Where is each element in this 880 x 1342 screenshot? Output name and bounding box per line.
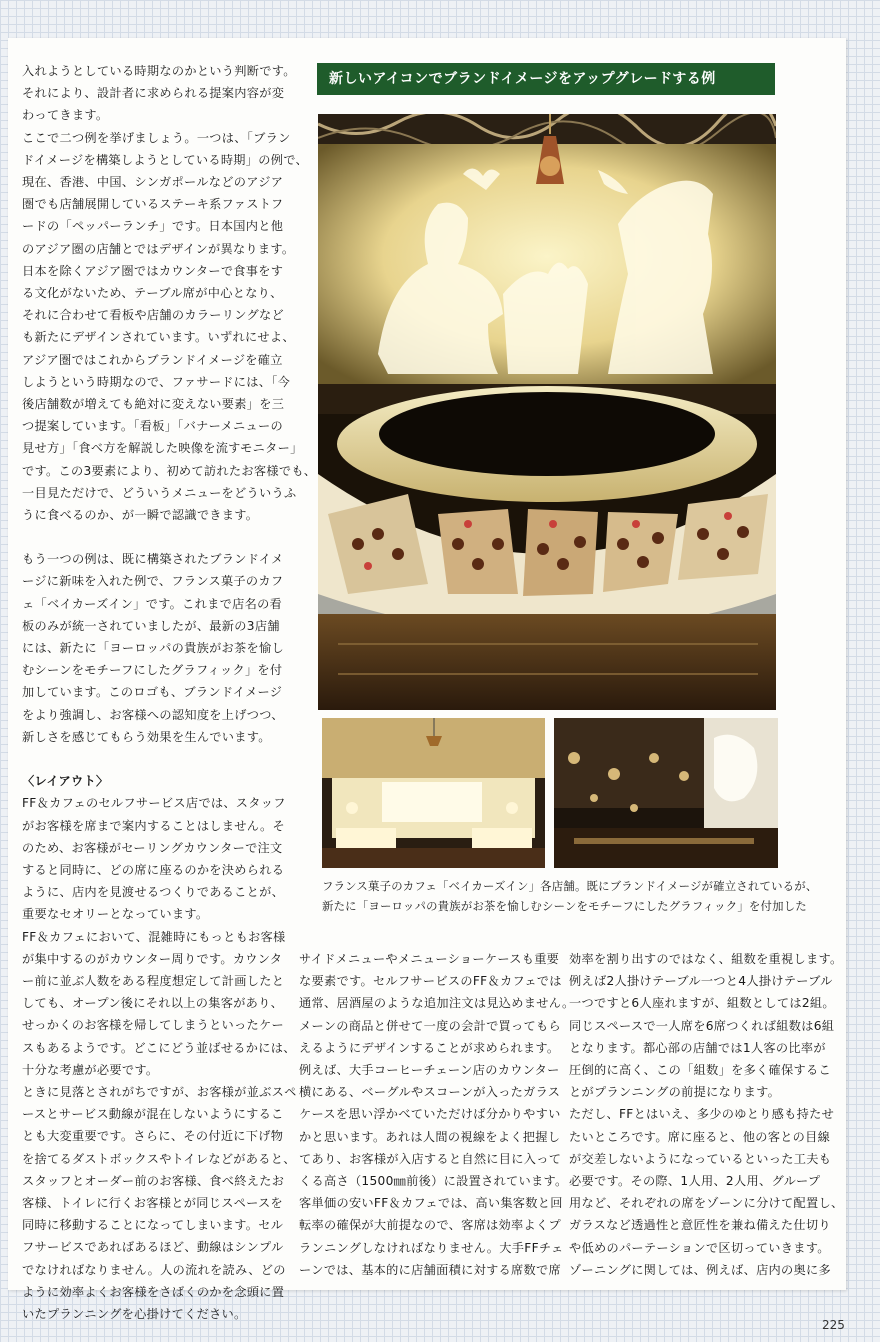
text-line: ように効率よくお客様をさばくのかを念頭に置: [22, 1284, 285, 1299]
text-line: 加しています。このロゴも、ブランドイメージ: [22, 685, 283, 700]
text-line: それに合わせて看板や店舗のカラーリングなど: [22, 308, 284, 323]
text-line: 通常、居酒屋のような追加注文は見込めません。: [299, 996, 575, 1011]
text-line: 後店舗数が増えても絶対に変えない要素」を三: [22, 397, 285, 412]
text-line: 客単価の安いFF＆カフェでは、高い集客数と回: [299, 1196, 563, 1211]
left-para-3: [22, 792, 297, 1325]
right-column: [569, 948, 844, 1281]
text-line: には、新たに「ヨーロッパの貴族がお茶を愉し: [22, 641, 284, 656]
text-line: のアジア圏の店舗とではデザインが異なります。: [22, 241, 295, 256]
text-line: かと思います。あれは人間の視線をよく把握し: [299, 1129, 561, 1144]
text-line: スタッフとオーダー前のお客様、食べ終えたお: [22, 1173, 285, 1188]
text-line: や低めのパーテーションで区切っていきます。: [569, 1240, 830, 1255]
text-line: も新たにデザインされています。いずれにせよ、: [22, 330, 295, 345]
text-line: 横にある、ベーグルやスコーンが入ったガラス: [299, 1085, 561, 1100]
text-line: る文化がないため、テーブル席が中心となり、: [22, 286, 283, 301]
text-line: いたプランニングを心掛けてください。: [22, 1306, 247, 1321]
feature-heading: 新しいアイコンでブランドイメージをアップグレードする例: [317, 63, 775, 95]
text-line: むシーンをモチーフにしたグラフィック」を付: [22, 663, 283, 678]
text-line: もう一つの例は、既に構築されたブランドイメ: [22, 552, 284, 567]
text-line: せっかくのお客様を帰してしまうといったケー: [22, 1018, 284, 1033]
text-line: うに食べるのか、が一瞬で認識できます。: [22, 508, 259, 523]
left-para-1: [22, 60, 317, 526]
text-line: 日本を除くアジア圏ではカウンターで食事をす: [22, 263, 284, 278]
text-line: サイドメニューやメニューショーケースも重要: [299, 952, 560, 966]
text-line: 用など、それぞれの席をゾーンに分けて配置し、: [569, 1196, 844, 1211]
text-line: 同じスペースで一人席を6席つくれば組数は6組: [569, 1018, 835, 1033]
text-line: ドイメージを構築しようとしている時期」の例で、: [22, 152, 308, 167]
text-line: 例えば、大手コーヒーチェーン店のカウンター: [299, 1063, 560, 1078]
text-line: つ提案しています。「看板」「バナーメニューの: [22, 419, 283, 434]
text-line: ースとサービス動線が混在しないようにするこ: [22, 1107, 284, 1122]
photo-cafe-interior-seating: [322, 718, 545, 868]
text-line: ードの「ペッパーランチ」です。日本国内と他: [22, 219, 284, 234]
caption-line: 新たに「ヨーロッパの貴族がお茶を愉しむシーンをモチーフにしたグラフィック」を付加した: [322, 899, 807, 913]
text-line: とがプランニングの前提になります。: [569, 1085, 781, 1100]
caption-line: フランス菓子のカフェ「ベイカーズイン」各店舗。既にブランドイメージが確立されているが、: [322, 879, 818, 893]
text-line: FF＆カフェにおいて、混雑時にもっともお客様: [22, 929, 286, 944]
text-line: ェ「ベイカーズイン」です。これまで店名の看: [22, 596, 283, 611]
text-line: それにより、設計者に求められる提案内容が変: [22, 86, 285, 101]
middle-column: [299, 948, 575, 1281]
text-line: しても、オープン後にそれ以上の集客があり、: [22, 996, 284, 1011]
text-line: ゾーニングに関しては、例えば、店内の奥に多: [569, 1262, 831, 1277]
photo-caption: [322, 876, 817, 916]
text-line: 必要です。その際、1人用、2人用、グループ: [569, 1174, 821, 1189]
text-line: えるようにデザインすることが求められます。: [299, 1040, 560, 1055]
text-line: ケースを思い浮かべていただけば分かりやすい: [299, 1107, 561, 1122]
text-line: がお客様を席まで案内することはしません。そ: [22, 818, 285, 833]
text-line: 板のみが統一されていましたが、最新の3店舗: [22, 618, 280, 633]
page-number: 225: [822, 1318, 845, 1332]
text-line: 圧倒的に高く、この「組数」を多く確保するこ: [569, 1063, 831, 1078]
text-line: 客様、トイレに行くお客様とが同じスペースを: [22, 1195, 284, 1210]
text-line: のため、お客様がセーリングカウンターで注文: [22, 840, 283, 855]
text-line: 圏でも店舗展開しているステーキ系ファストフ: [22, 197, 284, 212]
text-line: たいところです。席に座ると、他の客との目線: [569, 1129, 831, 1144]
text-line: ときに見落とされがちですが、お客様が並ぶスペ: [22, 1084, 297, 1099]
main-photo-cafe-showcase: [318, 114, 776, 710]
text-line: FF＆カフェのセルフサービス店では、スタッフ: [22, 796, 286, 811]
text-line: をより強調し、お客様への認知度を上げつつ、: [22, 707, 284, 722]
text-line: 転率の確保が大前提なので、客席は効率よくプ: [299, 1218, 561, 1233]
text-line: メーンの商品と併せて一度の会計で買ってもら: [299, 1018, 561, 1033]
left-para-2: [22, 548, 284, 748]
text-line: です。この3要素により、初めて訪れたお客様でも、: [22, 463, 317, 478]
text-line: ー前に並ぶ人数をある程度想定して計画したと: [22, 973, 285, 988]
text-line: でなければなりません。人の流れを読み、どの: [22, 1262, 286, 1277]
text-line: 現在、香港、中国、シンガポールなどのアジア: [22, 175, 284, 190]
text-line: 新しさを感じてもらう効果を生んでいます。: [22, 729, 271, 744]
text-line: すると同時に、どの席に座るのかを決められる: [22, 862, 285, 877]
text-line: ーンでは、基本的に店舗面積に対する席数で席: [299, 1262, 561, 1277]
left-column: [22, 60, 317, 1325]
text-line: ここで二つ例を挙げましょう。一つは、「ブラン: [22, 130, 291, 145]
text-line: 重要なセオリーとなっています。: [22, 907, 209, 922]
text-line: ガラスなど透過性と意匠性を兼ね備えた仕切り: [569, 1218, 831, 1233]
text-line: ランニングしなければなりません。大手FFチェ: [299, 1240, 564, 1255]
text-line: アジア圏ではこれからブランドイメージを確立: [22, 352, 283, 367]
photo-cafe-mirror-chandeliers: [554, 718, 778, 868]
text-line: わってきます。: [22, 108, 109, 123]
text-line: が交差しないようになっているといった工夫も: [569, 1151, 832, 1166]
text-line: 効率を割り出すのではなく、組数を重視します。: [569, 952, 843, 966]
text-line: 入れようとしている時期なのかという判断です。: [22, 64, 296, 78]
text-line: 一目見ただけで、どういうメニューをどういうふ: [22, 485, 297, 500]
text-line: てあり、お客様が入店すると自然に目に入って: [299, 1151, 562, 1166]
text-line: 十分な考慮が必要です。: [22, 1062, 159, 1077]
text-line: しようという時期なので、ファサードには、「今: [22, 374, 291, 389]
text-line: スもあるようです。どこにどう並ばせるかには、: [22, 1040, 296, 1055]
text-line: フサービスであればあるほど、動線はシンプル: [22, 1240, 284, 1255]
text-line: となります。都心部の店舗では1人客の比率が: [569, 1040, 826, 1055]
text-line: 例えば2人掛けテーブル一つと4人掛けテーブル: [569, 974, 833, 989]
text-line: とも大変重要です。さらに、その付近に下げ物: [22, 1129, 284, 1144]
text-line: を捨てるダストボックスやトイレなどがあると、: [22, 1151, 296, 1166]
text-line: 一つですと6人座れますが、組数としては2組。: [569, 996, 835, 1011]
text-line: ように、店内を見渡せるつくりであることが、: [22, 885, 285, 900]
text-line: くる高さ（1500㎜前後）に設置されています。: [299, 1174, 568, 1189]
text-line: 見せ方」「食べ方を解説した映像を流すモニター」: [22, 441, 303, 456]
text-line: ージに新味を入れた例で、フランス菓子のカフ: [22, 574, 284, 589]
text-line: ただし、FFとはいえ、多少のゆとり感も持たせ: [569, 1107, 835, 1122]
text-line: が集中するのがカウンター周りです。カウンタ: [22, 951, 283, 966]
text-line: 同時に移動することになってしまいます。セル: [22, 1218, 284, 1233]
text-line: な要素です。セルフサービスのFF＆カフェでは: [299, 974, 562, 989]
section-title-layout: 〈レイアウト〉: [22, 774, 109, 789]
